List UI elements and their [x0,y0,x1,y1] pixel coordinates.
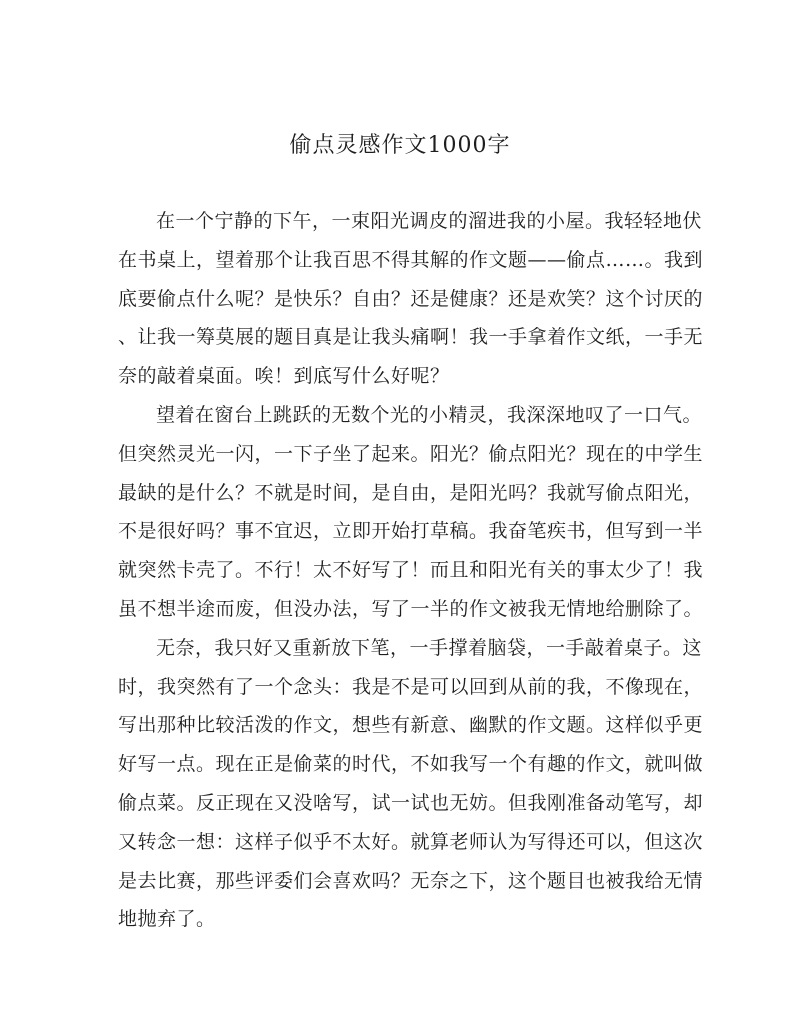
document-body [118,202,704,939]
text-line: 地抛弃了。 [118,908,216,931]
text-line: 虽不想半途而废，但没办法，写了一半的作文被我无情地给删除了。 [118,597,704,620]
text-line: 、让我一筹莫展的题目真是让我头痛啊！我一手拿着作文纸，一手无 [118,326,704,349]
text-line: 偷点菜。反正现在又没啥写，试一试也无妨。但我刚准备动笔写，却 [118,791,704,814]
text-line: 望着在窗台上跳跃的无数个光的小精灵，我深深地叹了一口气。 [156,403,703,426]
text-line: 不是很好吗？事不宜迟，立即开始打草稿。我奋笔疾书，但写到一半 [118,520,704,543]
text-line: 但突然灵光一闪，一下子坐了起来。阳光？偷点阳光？现在的中学生 [118,442,704,465]
document-title: 偷点灵感作文1000字 [289,133,511,158]
text-line: 在一个宁静的下午，一束阳光调皮的溜进我的小屋。我轻轻地伏 [156,210,703,232]
text-line: 写出那种比较活泼的作文，想些有新意、幽默的作文题。这样似乎更 [118,714,704,737]
text-line: 最缺的是什么？不就是时间，是自由，是阳光吗？我就写偷点阳光， [118,481,704,504]
text-line: 时，我突然有了一个念头：我是不是可以回到从前的我，不像现在， [118,675,704,698]
text-line: 底要偷点什么呢？是快乐？自由？还是健康？还是欢笑？这个讨厌的 [118,287,704,310]
text-line: 奈的敲着桌面。唉！到底写什么好呢？ [118,365,450,388]
text-line: 无奈，我只好又重新放下笔，一手撑着脑袋，一手敲着桌子。这 [156,636,703,659]
text-line: 在书桌上，望着那个让我百思不得其解的作文题——偷点……。我到 [118,248,704,271]
text-line: 又转念一想：这样子似乎不太好。就算老师认为写得还可以，但这次 [118,830,704,853]
text-line: 好写一点。现在正是偷菜的时代，不如我写一个有趣的作文，就叫做 [118,753,704,776]
text-line: 是去比赛，那些评委们会喜欢吗？无奈之下，这个题目也被我给无情 [118,869,704,892]
text-line: 就突然卡壳了。不行！太不好写了！而且和阳光有关的事太少了！我 [118,559,704,582]
